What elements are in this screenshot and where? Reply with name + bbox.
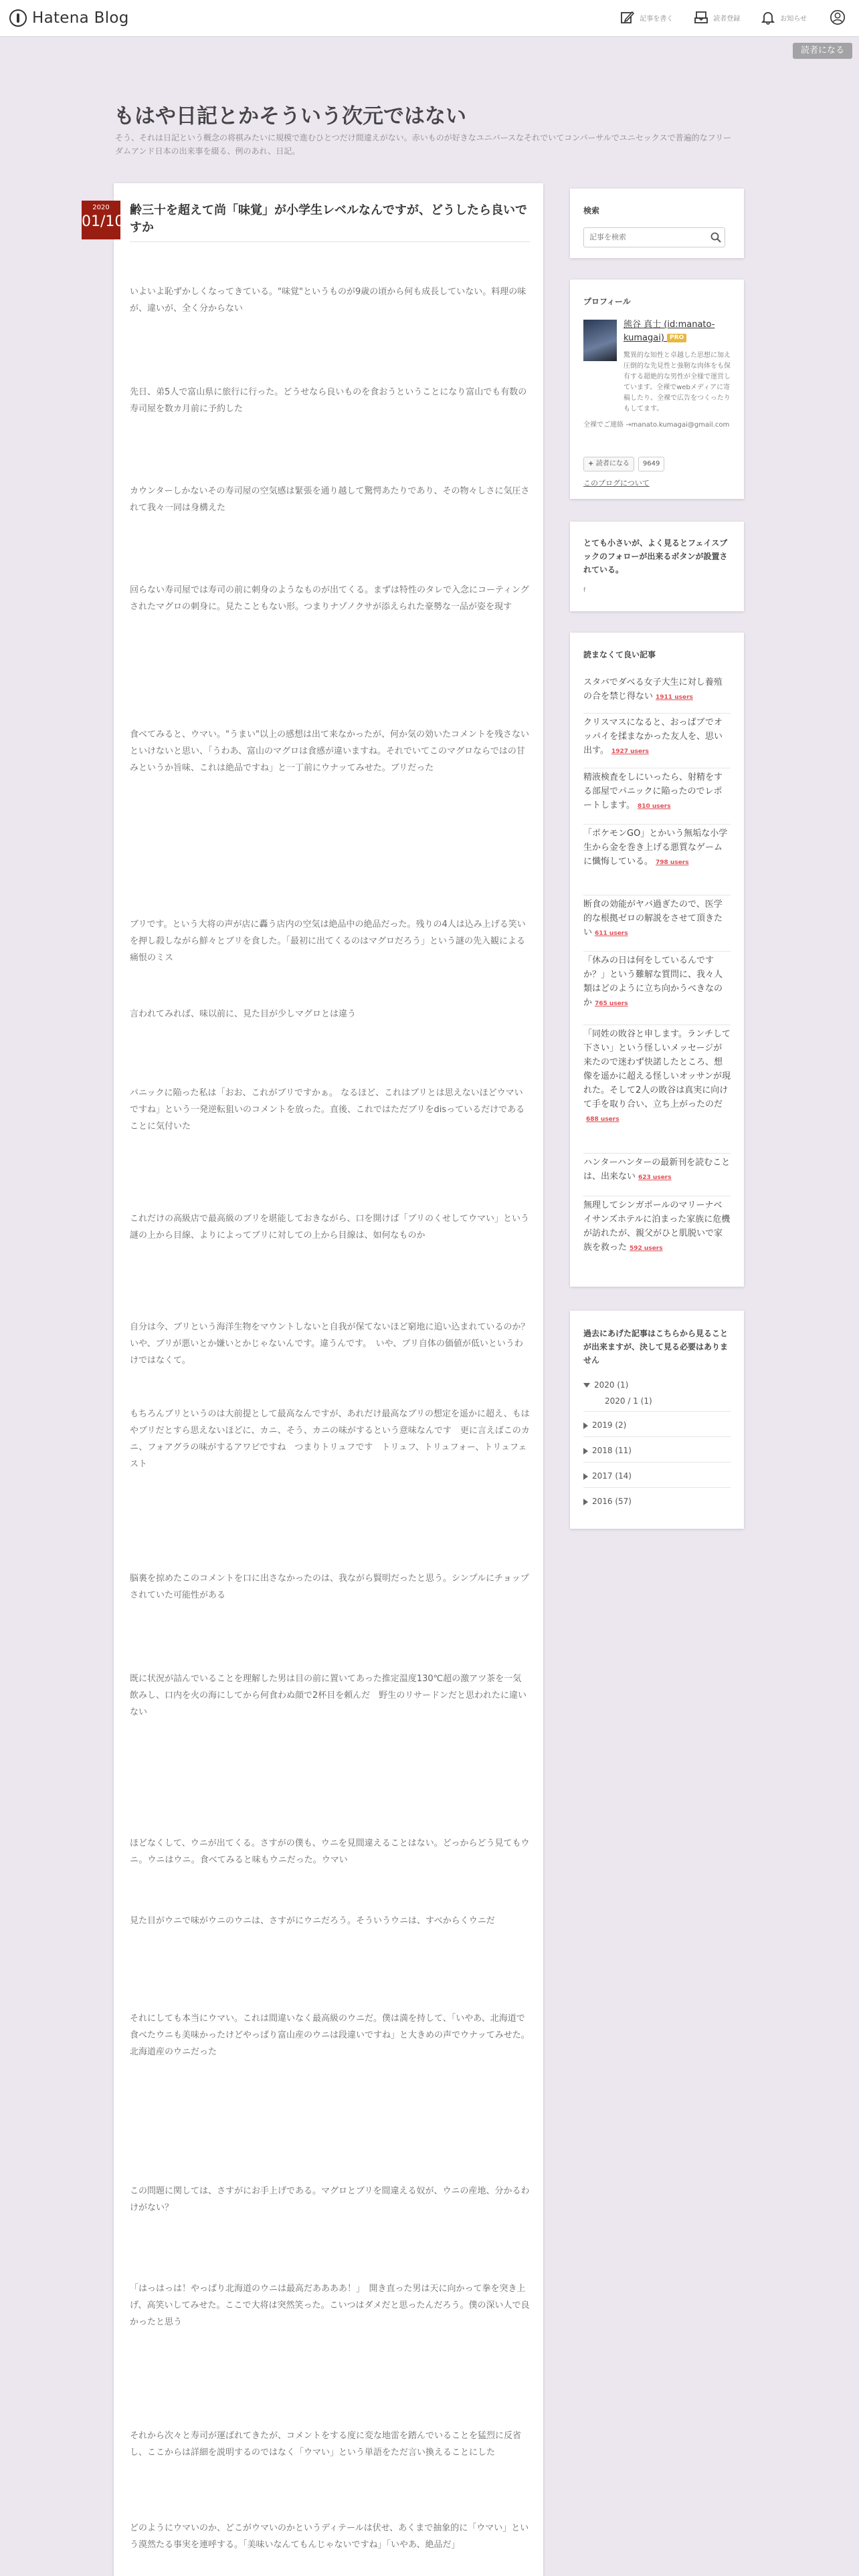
about-blog-link[interactable]: このブログについて	[583, 479, 650, 488]
bookmark-users-count[interactable]: 765 users	[595, 1000, 628, 1007]
ranking-item[interactable]	[583, 1198, 731, 1256]
entry-paragraph: この問題に関しては、さすがにお手上げである。マグロとブリを間違える奴が、ウニの産地、分かるわけがない？	[130, 2186, 530, 2213]
bookmark-icon	[693, 9, 709, 25]
entry-paragraph: ブリです。という大将の声が店に轟う店内の空気は絶品中の絶品だった。残りの4人は込み上げる笑いを押し殺しながら鮮々とブリを食した。「最初に出てくるのはマグロだろう」という謎の先入観による痛恨のミス	[130, 920, 526, 963]
ranking-item[interactable]	[583, 675, 731, 705]
ranking-module	[570, 633, 744, 1287]
ranking-divider	[583, 951, 731, 952]
facebook-follow-button[interactable]: f	[583, 587, 586, 594]
caret-right-icon	[583, 1473, 588, 1480]
caret-down-icon	[583, 1383, 590, 1388]
facebook-notice-text: とても小さいが、よく見るとフェイスブックのフォローが出来るボタンが設置されている。	[583, 538, 728, 574]
bookmark-users-count[interactable]: 592 users	[630, 1245, 663, 1252]
archive-year-2018[interactable]	[583, 1446, 632, 1455]
entry-paragraph: 「はっはっは！やっぱり北海道のウニは最高だああああ！」 開き直った男は天に向かって拳を突き上げ、高笑いしてみせた。ここで大将は突然笑った。こいつはダメだと思ったんだろう。僕の深い人で良かったと思う	[130, 2284, 530, 2327]
ranking-item-title: 断食の効能がヤバ過ぎたので、医学的な根拠ゼロの解説をさせて頂きたい	[583, 899, 723, 938]
profile-bio: 驚異的な知性と卓越した思想に加え圧倒的な先見性と強靭な肉体をも保有する超絶的な男性が全様で運営しています。全裸でwebメディアに寄稿したり、全裸で広告をつくったりもしてます。	[624, 352, 731, 413]
search-box	[583, 227, 725, 247]
entry-paragraph: それにしても本当にウマい。これは間違いなく最高級のウニだ。僕は満を持して、「いやあ、北海道で食べたウニも美味かったけどやっぱり富山産のウニは段違いですね」と大きめの声でウナッてみせた。北海道産のウニだった	[130, 2014, 530, 2057]
global-nav	[599, 9, 846, 25]
title-divider	[130, 241, 530, 242]
ranking-item-title: 無理してシンガポールのマリーナベイサンズホテルに泊まった家族に危機が訪れたが、親父がひと肌脱いで家族を救った	[583, 1200, 731, 1253]
follow-button-label: 読者になる	[595, 460, 630, 467]
user-icon	[830, 9, 846, 25]
ranking-item-title: 精液検査をしにいったら、射精をする部屋でパニックに陥ったのでレポートします。	[583, 772, 723, 811]
archive-divider	[583, 1462, 731, 1463]
ranking-divider	[583, 824, 731, 825]
write-entry-button[interactable]	[619, 9, 673, 25]
follow-group	[583, 457, 664, 471]
ranking-item[interactable]	[583, 827, 731, 870]
entry-paragraph: それから次々と寿司が運ばれてきたが、コメントをする度に変な地雷を踏んでいることを猛烈に反省し、ここからは詳細を説明するのではなく「ウマい」という単語をただ言い換えることにした	[130, 2431, 522, 2458]
hatena-logo-icon	[9, 9, 27, 27]
entry-paragraph: 見た目がウニで味がウニのウニは、さすがにウニだろう。そういうウニは、すべからくウニだ	[130, 1916, 495, 1926]
ranking-item-title: ハンターハンターの最新刊を読むことは、出来ない	[583, 1158, 731, 1182]
entry-paragraph: どのようにウマいのか、どこがウマいのかというディテールは伏せ、あくまで抽象的に「ウマい」という漠然たる事実を連呼する。「美味いなんてもんじゃないですね」「いやあ、絶品だ」	[130, 2523, 529, 2550]
become-reader-button[interactable]: 読者になる	[793, 43, 852, 59]
archive-year-2020[interactable]	[583, 1380, 628, 1390]
search-icon[interactable]	[710, 231, 722, 243]
ranking-divider	[583, 713, 731, 714]
archive-year-2019[interactable]	[583, 1420, 626, 1430]
caret-right-icon	[583, 1499, 588, 1505]
pro-badge: PRO	[667, 334, 686, 342]
archive-divider	[583, 1411, 731, 1412]
blog-title[interactable]: もはや日記とかそういう次元ではない	[114, 104, 466, 128]
follower-count[interactable]: 9649	[638, 457, 664, 471]
ranking-item[interactable]	[583, 954, 731, 1011]
entry-paragraph: 自分は今、ブリという海洋生物をマウントしないと自我が保てないほど窮地に追い込まれているのか？ いや、ブリが悪いとか嫌いとかじゃないんです。違うんです。 いや、ブリ自体の価値が低いというわけではなくて。	[130, 1322, 530, 1366]
archive-year-label: 2019 (2)	[592, 1420, 627, 1430]
entry-paragraph: いよいよ恥ずかしくなってきている。"味覚"というものが9歳の頃から何も成長していない。料理の味が、違いが、全く分からない	[130, 287, 527, 314]
ranking-item-title: 「同姓の敗谷と申します。ランチして下さい」という怪しいメッセージが来たので迷わず快諾したところ、想像を遥かに超える怪しいオッサンが現れた。そして2人の敗谷は真実に向けて手を取り合い、立ち上がったのだ	[583, 1029, 731, 1109]
bookmark-users-count[interactable]: 798 users	[656, 859, 689, 866]
ranking-item-title: クリスマスになると、おっぱブでオッパイを揉まなかった友人を、思い出す。	[583, 718, 723, 756]
caret-right-icon	[583, 1422, 588, 1429]
entry-paragraph: 脳裏を掠めたこのコメントを口に出さなかったのは、我ながら賢明だったと思う。シンプルにチョップされていた可能性がある	[130, 1574, 529, 1600]
pencil-icon	[619, 9, 636, 25]
archive-year-2016[interactable]	[583, 1497, 632, 1506]
blog-description: そう、それは日記という概念の将棋みたいに規模で進むひとつだけ間違えがない。赤いものが好きなユニバースなそれでいてコンパーサルでユニセックスで普遍的なフリーダムアンド日本の出来事を綴る、例のあれ、日記。	[115, 133, 732, 156]
archive-divider	[583, 1436, 731, 1437]
entry-date-badge[interactable]	[82, 201, 124, 239]
search-module-title: 検索	[583, 206, 600, 215]
entry-paragraph: ほどなくして、ウニが出てくる。さすがの僕も、ウニを見間違えることはない。どっからどう見てもウニ。ウニはウニ。食べてみると味もウニだった。ウマい	[130, 1838, 530, 1865]
ranking-divider	[583, 1153, 731, 1154]
archive-year-label: 2020 (1)	[594, 1380, 629, 1390]
bookmark-users-count[interactable]: 1911 users	[656, 694, 693, 701]
ranking-item[interactable]	[583, 716, 731, 759]
follow-button[interactable]	[583, 457, 634, 471]
hatena-blog-logo[interactable]	[9, 9, 129, 27]
ranking-item[interactable]	[583, 770, 731, 814]
ranking-module-title: 読まなくて良い記事	[583, 650, 656, 659]
profile-contact: 全裸でご連絡 →manato.kumagai@gmail.com	[583, 421, 730, 429]
search-module	[570, 189, 744, 258]
bookmark-users-count[interactable]: 688 users	[586, 1116, 619, 1123]
entry-date-year: 2020	[92, 204, 110, 211]
entry-paragraph: 回らない寿司屋では寿司の前に刺身のようなものが出てくる。まずは特性のタレで入念にコーティングされたマグロの刺身に。見たこともない形。つまりナゾノクサが添えられた豪勢な一品が姿を現す	[130, 585, 529, 612]
profile-module	[570, 280, 744, 499]
bookmark-users-count[interactable]: 810 users	[637, 803, 671, 810]
archive-year-label: 2018 (11)	[592, 1446, 632, 1455]
ranking-item-title: スタバでダべる女子大生に対し養殖の合を禁じ得ない	[583, 677, 723, 702]
notifications-label: お知らせ	[780, 15, 807, 23]
write-entry-label: 記事を書く	[640, 15, 674, 23]
entry-paragraph: 先日、弟5人で富山県に旅行に行った。どうせなら良いものを食おうということになり富山でも有数の寿司屋を数カ月前に予約した	[130, 387, 527, 414]
archive-year-label: 2017 (14)	[592, 1471, 632, 1481]
archive-module-title: 過去にあげた記事はこちらから見ることが出来ますが、決して見る必要はありません	[583, 1329, 729, 1365]
entry-date-month-day: 01/10	[82, 213, 124, 230]
profile-module-title: プロフィール	[583, 297, 631, 306]
archive-year-label: 2016 (57)	[592, 1497, 632, 1506]
subscribe-nav-button[interactable]	[693, 9, 740, 25]
user-menu-button[interactable]	[830, 9, 846, 25]
entry-paragraph: これだけの高級店で最高級のブリを堪能しておきながら、口を開けば「ブリのくせしてウマい」という謎の上から目線、よりによってブリに対しての上から目線は、如何なものか	[130, 1214, 529, 1241]
entry-title[interactable]: 齢三十を超えて尚「味覚」が小学生レベルなんですが、どうしたら良いですか	[130, 203, 527, 235]
bookmark-users-count[interactable]: 611 users	[595, 930, 628, 937]
entry-container	[114, 183, 543, 2576]
ranking-item[interactable]	[583, 1027, 731, 1127]
global-header	[0, 0, 859, 37]
profile-name-link[interactable]	[624, 318, 731, 345]
facebook-follow-module	[570, 522, 744, 611]
entry-paragraph: 既に状況が詰んでいることを理解した男は目の前に置いてあった推定温度130℃超の激アツ茶を一気飲みし、口内を火の海にしてから何食わぬ顔で2杯目を頼んだ 野生のリサードンだと思われたに違いない	[130, 1674, 527, 1717]
profile-name: 熊谷 真士 (id:manato-kumagai)	[624, 320, 715, 343]
ranking-item-title: 「ポケモンGO」とかいう無垢な小学生から金を巻き上げる悪質なゲームに懺悔している。	[583, 829, 728, 867]
ranking-item[interactable]	[583, 1156, 731, 1185]
bell-icon	[760, 9, 776, 25]
entry-paragraph: 言われてみれば、味以前に、見た目が少しマグロとは違う	[130, 1009, 357, 1019]
entry-paragraph: カウンターしかないその寿司屋の空気感は緊張を通り越して驚愕あたりであり、その物々しさに気圧されて我々一同は身構えた	[130, 486, 530, 513]
logo-text: Hatena Blog	[32, 9, 129, 27]
subscribe-nav-label: 読者登録	[713, 15, 741, 23]
archive-module	[570, 1311, 744, 1529]
archive-year-2017[interactable]	[583, 1471, 632, 1481]
archive-month-2020-01[interactable]	[605, 1396, 652, 1406]
entry-paragraph: 食べてみると、ウマい。"うまい"以上の感想は出て来なかったが、何か気の効いたコメントを残さないといけないと思い、「うわあ、富山のマグロは食感が違いますね。それでいてこのマグロならではの甘みというか旨味、これは絶品ですね」と一丁前にウナッてみせた。ブリだった	[130, 730, 529, 773]
archive-divider	[583, 1487, 731, 1488]
search-input[interactable]	[584, 228, 703, 245]
bookmark-users-count[interactable]: 1927 users	[611, 748, 649, 755]
entry-paragraph: もちろんブリというのは大前提として最高なんですが、あれだけ最高なブリの想定を遥かに超え、もはやブリだとすら思えないほどに、カニ、そう、カニの味がするという意味なんです 更に言えばこのカニ、フォアグラの味がするアワビですね つまりトリュフです トリュフ、トリュフォー、トリュフェスト	[130, 1409, 530, 1469]
bookmark-users-count[interactable]: 623 users	[638, 1174, 672, 1181]
archive-month-label: 2020 / 1 (1)	[605, 1396, 652, 1406]
plus-icon: +	[588, 460, 596, 467]
profile-avatar[interactable]	[583, 320, 617, 361]
ranking-item[interactable]	[583, 897, 731, 941]
caret-right-icon	[583, 1448, 588, 1455]
notifications-button[interactable]	[760, 9, 807, 25]
ranking-item-title: 「休みの日は何をしているんですか？」という難解な質問に、我々人類はどのように立ち向かうべきなのか	[583, 956, 723, 1008]
entry-paragraph: パニックに陥った私は「おお、これがブリですかぁ。 なるほど、これはブリとは思えないほどウマいですね」という一発逆転狙いのコメントを放った。直後、これではただブリをdisっているだけであることに気付いた	[130, 1088, 525, 1132]
